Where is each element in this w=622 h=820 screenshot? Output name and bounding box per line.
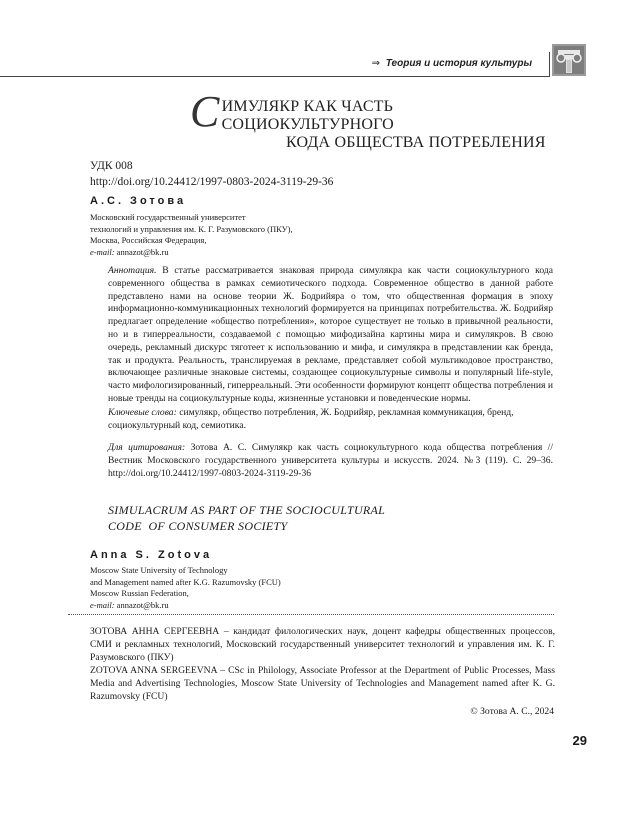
udk-code: УДК 008 <box>90 160 133 172</box>
title-line-2: КОДА ОБЩЕСТВА ПОТРЕБЛЕНИЯ <box>286 134 546 151</box>
article-title-en <box>108 502 385 534</box>
affiliation-en-org-1: Moscow State University of Technology <box>90 565 228 575</box>
abstract-label: Аннотация. <box>108 265 157 276</box>
email-label-en: e-mail: <box>90 599 115 610</box>
dotted-divider <box>68 614 554 615</box>
article-title <box>190 87 550 152</box>
email-line <box>90 247 293 259</box>
title-en-line-1: SIMULACRUM AS PART OF THE SOCIOCULTURAL <box>108 503 386 517</box>
doi-link[interactable]: http://doi.org/10.24412/1997-0803-2024-3119-29-36 <box>90 176 334 188</box>
title-en-line-2: CODE OF CONSUMER SOCIETY <box>108 519 288 533</box>
abstract-text: В статье рассматривается знаковая природа симулякра как части социокультурного кода современного общества в рамках семиотического подхода. Современное общество в данной работе представлено нами на основе теории Ж. Бодрийяра о том, что общественная формация в эпоху информационно-коммуникационных технологий формируется на принципах потребительства. Ж. Бодрийяр предлагает определение «общество потребления», которое существует не только в привычной реальности, но и в гиперреальности, создаваемой с помощью мифодизайна картины мира и симулякров. В свою очередь, рекламный дискурс тяготеет к использованию и мифа, и симулякра в представлении как бренда, так и продукта. Реальность, транслируемая в рекламе, представляет собой мультикодовое пространство, включающее различные знаковые системы, создающее социокультурные символы и популярный life-style, часто мифологизированный, гиперреальный. Эти особенности формируют концепт общества потребления и новые тренды на социокультурные коды, жизненные установки и поведенческие нормы. <box>108 265 553 404</box>
abstract <box>108 265 553 406</box>
author-info-ru: ЗОТОВА АННА СЕРГЕЕВНА – кандидат филологических наук, доцент кафедры общественных процессов, СМИ и рекламных технологий, Московский государственный университет технологий и управления им. К. Г. Разумовского (ПКУ) <box>90 626 555 663</box>
copyright: © Зотова А. С., 2024 <box>470 706 554 717</box>
citation-text: Зотова А. С. Симулякр как часть социокультурного кода общества потребления // Вестник Московского государственного университета культуры и искусств. 2024. №3 (119). С. 29–36. http://doi.org/10.24412/1997-0803-2024-3119-29-36 <box>108 442 553 479</box>
email-address-en[interactable]: annazot@bk.ru <box>116 599 169 610</box>
title-line-1: ИМУЛЯКР КАК ЧАСТЬ СОЦИОКУЛЬТУРНОГО <box>221 98 394 133</box>
keywords <box>108 407 553 433</box>
page-number: 29 <box>572 733 587 748</box>
email-line-en <box>90 600 281 612</box>
title-initial: С <box>190 87 220 136</box>
author-name-ru: А.С. Зотова <box>90 195 187 207</box>
author-name-en: Anna S. Zotova <box>90 549 213 561</box>
author-affiliation-ru <box>90 212 293 258</box>
affiliation-city: Москва, Российская Федерация, <box>90 235 207 245</box>
affiliation-org-1: Московский государственный университет <box>90 212 246 222</box>
citation-label: Для цитирования: <box>108 442 186 453</box>
affiliation-en-city: Moscow Russian Federation, <box>90 588 189 598</box>
arrow-icon: ⇒ <box>371 58 380 69</box>
header-rule <box>0 76 550 77</box>
email-address[interactable]: annazot@bk.ru <box>116 246 169 257</box>
email-label: e-mail: <box>90 246 115 257</box>
affiliation-org-2: технологий и управления им. К. Г. Разумовского (ПКУ), <box>90 223 293 234</box>
udk-block <box>90 158 333 190</box>
column-capital-logo-icon <box>552 44 586 76</box>
citation <box>108 442 553 480</box>
keywords-label: Ключевые слова: <box>108 407 177 418</box>
keywords-text: симулякр, общество потребления, Ж. Бодрийяр, рекламная коммуникация, бренд, социокультурный код, семиотика. <box>108 407 514 431</box>
header-rule-vertical <box>549 52 550 77</box>
author-info-en: ZOTOVA ANNA SERGEEVNA – CSc in Philology, Associate Professor at the Department of Public Processes, Mass Media and Advertising Technologies, Moscow State University of Technologies and Management named after K. G. Razumovsky (FCU) <box>90 665 555 702</box>
running-header <box>372 58 532 69</box>
author-affiliation-en <box>90 565 281 611</box>
affiliation-en-org-2: and Management named after K.G. Razumovsky (FCU) <box>90 576 281 587</box>
section-title: Теория и история культуры <box>385 58 532 69</box>
